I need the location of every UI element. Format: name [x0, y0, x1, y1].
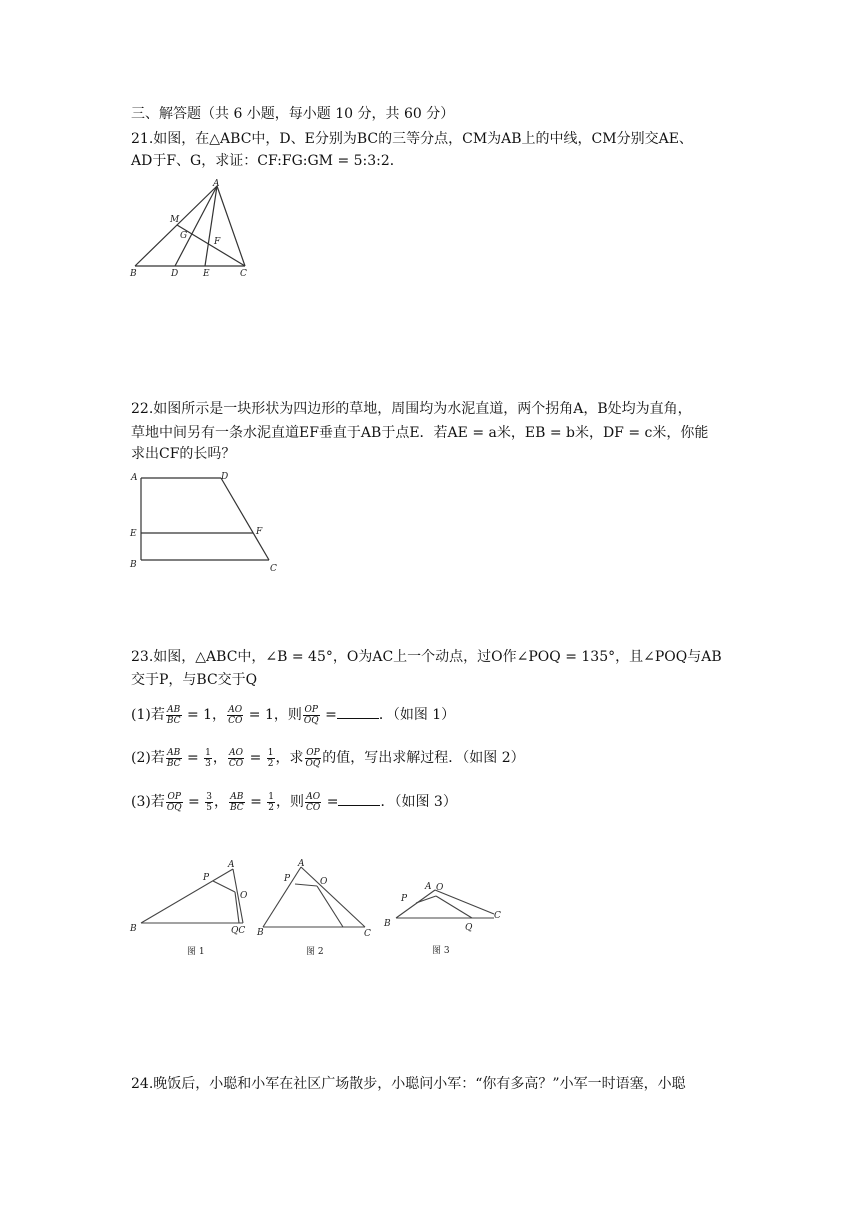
q23-fig1-label-B: B [130, 924, 137, 934]
q24-text-line1: 24.晚饭后，小聪和小军在社区广场散步，小聪问小军：“你有多高？”小军一时语塞，小聪 [131, 1076, 686, 1092]
q23-fig2-label-O: O [320, 877, 328, 887]
q23-p1-prefix: (1)若 [131, 707, 165, 723]
frac-num: OP [306, 747, 320, 758]
frac-num: AB [167, 704, 181, 715]
q23-text-line2: 交于P，与BC交于Q [131, 672, 258, 688]
q23-p2-mid: ，求 [275, 750, 304, 766]
q23-p2-eq1: = [182, 750, 204, 766]
q23-p2-prefix: (2)若 [131, 750, 165, 766]
q21-label-A: A [213, 179, 220, 189]
q23-figure-2 [255, 855, 380, 960]
q23-p3-suffix: ．（如图 3） [380, 794, 457, 810]
q23-fig3-label-C: C [494, 911, 501, 921]
q21-text-line1: 21.如图，在△ABC中，D、E分别为BC的三等分点，CM为AB上的中线，CM分别交AE、 [131, 131, 693, 147]
q23-fig3-label-P: P [401, 894, 408, 904]
frac-num: AO [229, 747, 243, 758]
q23-part3 [131, 789, 457, 815]
q23-figure-1 [125, 855, 255, 960]
q23-p2-frac2 [228, 748, 244, 769]
q23-p3-mid: ，则 [276, 794, 305, 810]
q21-label-E: E [203, 269, 210, 279]
frac-den: 2 [267, 758, 274, 769]
q23-p2-eq2: = [245, 750, 266, 766]
q23-fig3-label-O: O [436, 883, 444, 893]
q23-figure-3 [380, 870, 510, 965]
frac-den: CO [228, 758, 244, 769]
q23-p3-frac2 [229, 792, 245, 813]
frac-num: OP [304, 704, 318, 715]
frac-den: OQ [305, 758, 321, 769]
frac-num: AB [167, 747, 181, 758]
q22-label-B: B [130, 560, 137, 570]
q23-p3-val2 [267, 792, 275, 813]
frac-den: 5 [206, 802, 212, 813]
q23-fig1-caption: 图 1 [187, 947, 205, 957]
q23-p2-frac1 [166, 748, 182, 769]
frac-den: CO [306, 802, 321, 813]
q23-p3-sep1: ， [213, 794, 228, 810]
q23-part2 [131, 745, 525, 771]
q22-text-line1: 22.如图所示是一块形状为四边形的草地，周围均为水泥直道，两个拐角A，B处均为直角， [131, 401, 692, 417]
frac-den: 2 [268, 802, 275, 813]
frac-den: OQ [166, 802, 182, 813]
q23-p1-eq1: = 1， [182, 707, 227, 723]
q22-label-F: F [256, 527, 263, 537]
q23-p3-eq2: = [245, 794, 267, 810]
q22-label-A: A [131, 473, 138, 483]
frac-num: AB [230, 791, 244, 802]
q23-fig1-label-P: P [203, 873, 210, 883]
q23-p1-suffix: ．（如图 1） [378, 707, 456, 723]
q23-fig3-label-A: A [425, 882, 432, 892]
q23-p3-frac1 [166, 792, 183, 813]
q23-fig1-label-QC: QC [231, 926, 246, 936]
q23-fig3-label-B: B [384, 919, 391, 929]
answer-blank[interactable] [337, 704, 379, 719]
q23-p2-suffix: 的值，写出求解过程．（如图 2） [322, 750, 525, 766]
q21-text-line2: AD于F、G，求证：CF:FG:GM = 5:3:2． [131, 153, 404, 169]
frac-den: CO [228, 715, 243, 726]
q23-fig2-label-A: A [298, 859, 305, 869]
q23-fig2-label-C: C [364, 929, 371, 939]
frac-den: BC [229, 802, 244, 813]
q23-p2-frac3 [305, 748, 322, 769]
q21-label-F: F [214, 237, 221, 247]
q23-p1-frac1 [166, 705, 182, 726]
q21-label-C: C [240, 269, 247, 279]
q23-text-line1: 23.如图，△ABC中，∠B = 45°，O为AC上一个动点，过O作∠POQ = 135°，且∠POQ与AB [131, 649, 722, 665]
q23-fig1-label-O: O [240, 891, 248, 901]
frac-num: AO [228, 704, 243, 715]
q23-fig3-caption: 图 3 [432, 946, 450, 956]
q23-p1-eq2: = 1，则 [244, 707, 302, 723]
q22-text-line3: 求出CF的长吗？ [131, 446, 236, 462]
q23-p2-val2 [267, 748, 275, 769]
section-title: 三、解答题（共 6 小题，每小题 10 分，共 60 分） [131, 106, 455, 122]
q21-label-M: M [170, 215, 180, 225]
frac-den: 3 [205, 758, 211, 769]
q23-p2-val1 [204, 748, 212, 769]
frac-num: 1 [267, 747, 274, 758]
q23-p3-val1 [205, 792, 213, 813]
q22-figure [125, 468, 290, 578]
frac-num: 1 [268, 791, 275, 802]
q23-fig3-label-Q: Q [465, 923, 473, 933]
frac-den: BC [166, 758, 181, 769]
q21-figure [125, 178, 265, 278]
frac-den: OQ [303, 715, 319, 726]
frac-num: 1 [205, 747, 211, 758]
q21-label-B: B [130, 269, 137, 279]
q23-p3-frac3 [305, 792, 321, 813]
q23-p2-sep1: ， [212, 750, 227, 766]
q22-text-line2: 草地中间另有一条水泥直道EF垂直于AB于点E．若AE = a米，EB = b米，DF = c米，你能 [131, 425, 709, 441]
q23-fig1-label-A: A [228, 860, 235, 870]
q23-p1-frac2 [227, 705, 243, 726]
frac-den: BC [166, 715, 181, 726]
q23-p3-eq3: = [322, 794, 339, 810]
q21-label-G: G [180, 231, 188, 241]
frac-num: 3 [206, 791, 212, 802]
q23-p3-prefix: (3)若 [131, 794, 165, 810]
q23-fig2-label-B: B [257, 928, 264, 938]
q23-fig2-caption: 图 2 [306, 947, 324, 957]
frac-num: OP [167, 791, 181, 802]
q23-p1-eq3: = [320, 707, 337, 723]
q22-label-C: C [270, 564, 277, 574]
q22-label-E: E [130, 529, 137, 539]
frac-num: AO [306, 791, 321, 802]
answer-blank[interactable] [338, 791, 380, 806]
q21-label-D: D [171, 269, 179, 279]
q22-label-D: D [221, 472, 229, 482]
q23-p1-frac3 [303, 705, 320, 726]
q23-fig2-label-P: P [284, 874, 291, 884]
q23-p3-eq1: = [183, 794, 205, 810]
q23-part1 [131, 702, 455, 728]
